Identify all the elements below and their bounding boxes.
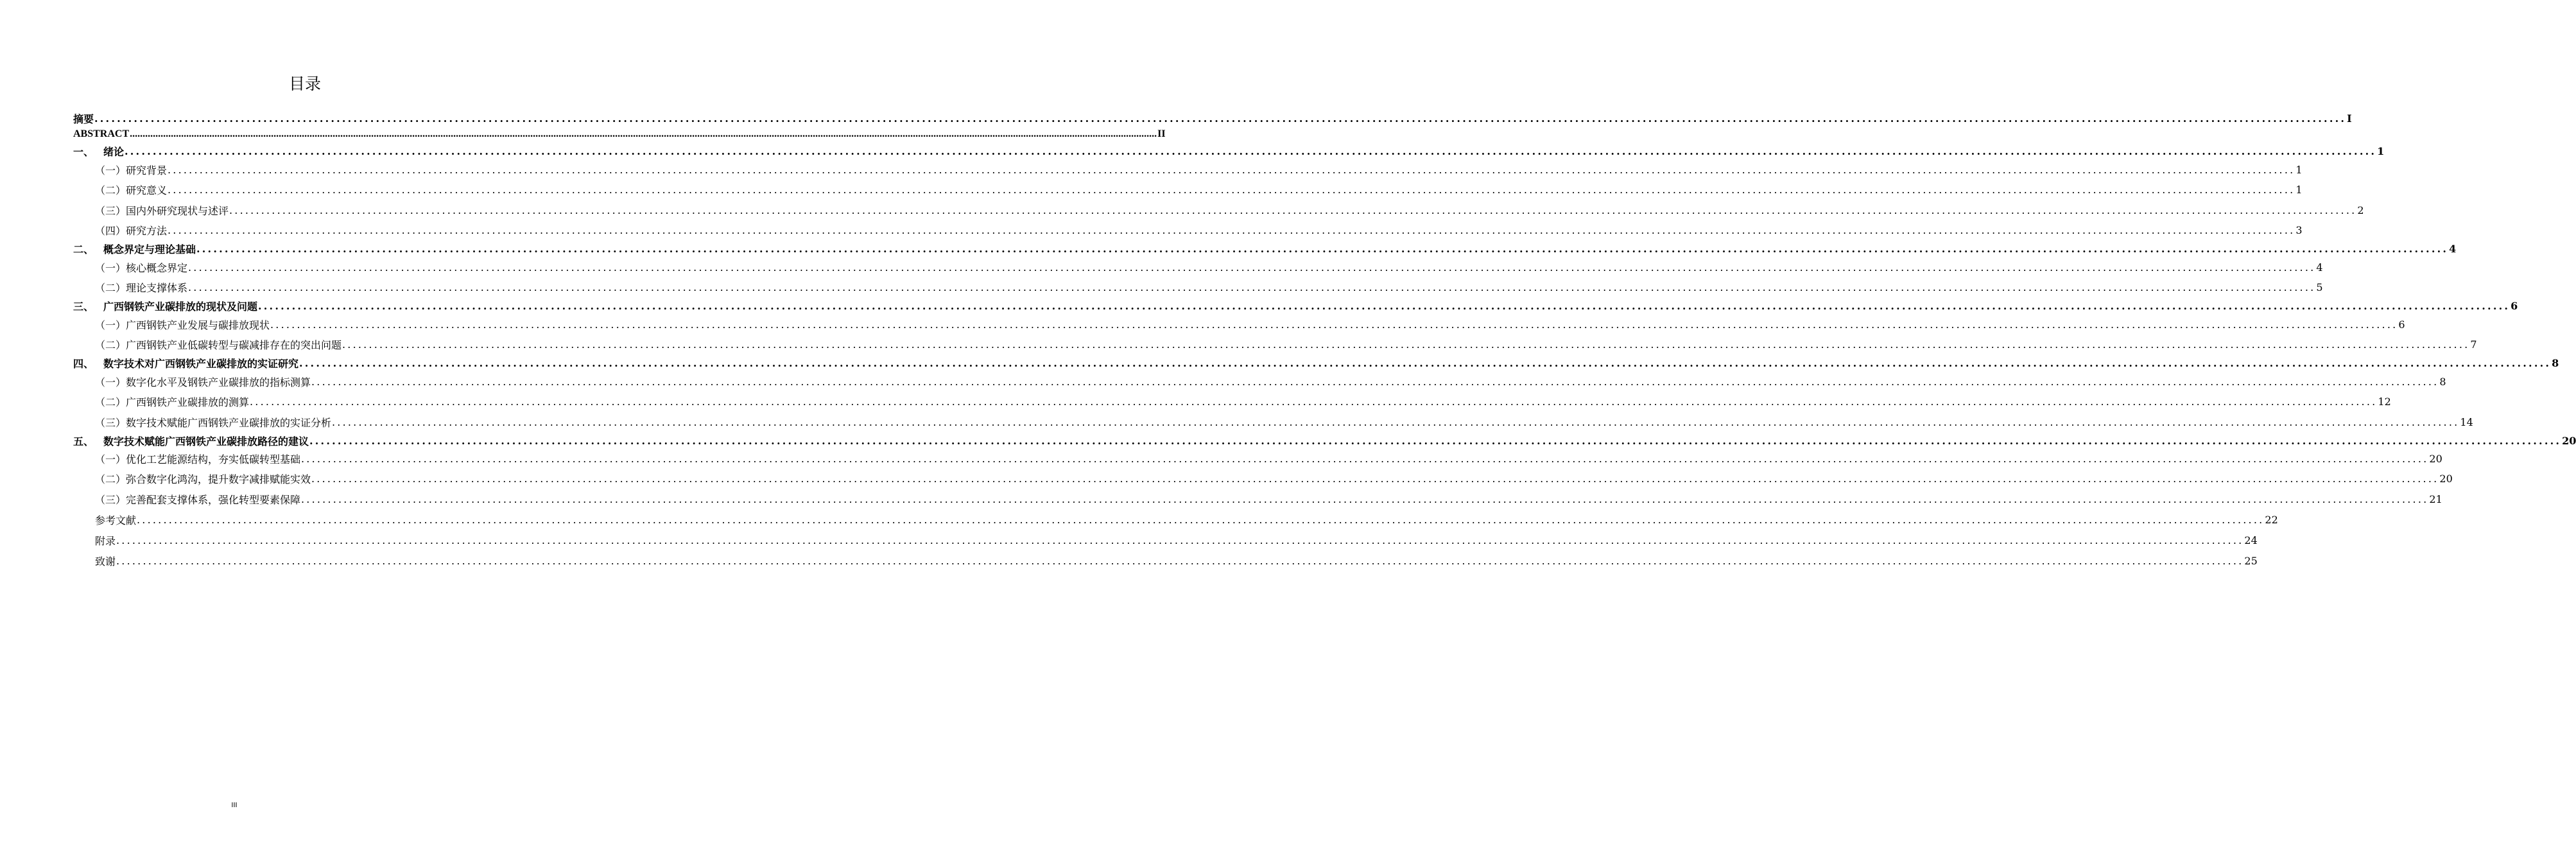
toc-entry[interactable] [0, 279, 2323, 295]
toc-entry[interactable] [0, 552, 2258, 569]
toc-entry-title: （二）研究意义 [95, 184, 168, 196]
toc-entry[interactable] [0, 373, 2446, 390]
toc-entry-title: （一）数字化水平及钢铁产业碳排放的指标测算 [95, 376, 311, 388]
toc-entry-page: 20 [2439, 472, 2453, 485]
toc-entry-number: 一、 [73, 145, 94, 158]
toc-entry-page: 1 [2295, 183, 2303, 196]
toc-entry[interactable] [0, 240, 2457, 257]
toc-dot-leader: ................................................................................................................................................................................................................................................................................................................................................................................................................ [299, 356, 2552, 369]
toc-dot-leader: ................................................................................................................................................................................................................................................................................................................................................................................................................ [130, 128, 1157, 139]
toc-entry-title: （二）广西钢铁产业碳排放的测算 [95, 396, 250, 408]
toc-entry-title: （二）理论支撑体系 [95, 281, 188, 294]
toc-entry-page: 5 [2316, 281, 2323, 293]
toc-entry-page: 6 [2511, 299, 2518, 312]
toc-dot-leader: ................................................................................................................................................................................................................................................................................................................................................................................................................ [309, 434, 2562, 447]
page-number: III [231, 801, 238, 809]
toc-entry-number: 五、 [73, 435, 94, 448]
toc-entry-title: （一）研究背景 [95, 164, 168, 177]
toc-entry-title: （二）广西钢铁产业低碳转型与碳减排存在的突出问题 [95, 338, 342, 351]
toc-dot-leader: ................................................................................................................................................................................................................................................................................................................................................................................................................ [311, 472, 2439, 485]
toc-entry[interactable] [0, 432, 2576, 449]
toc-entry[interactable] [0, 222, 2303, 238]
toc-dot-leader: ................................................................................................................................................................................................................................................................................................................................................................................................................ [311, 375, 2439, 388]
toc-entry-page: 21 [2429, 493, 2442, 505]
toc-dot-leader: ................................................................................................................................................................................................................................................................................................................................................................................................................ [342, 338, 2470, 351]
toc-entry[interactable] [0, 450, 2442, 467]
toc-entry-page: 4 [2449, 242, 2457, 255]
toc-entry-page: II [1157, 128, 1166, 139]
toc-entry-title: （四）研究方法 [95, 224, 168, 237]
toc-dot-leader: ................................................................................................................................................................................................................................................................................................................................................................................................................ [125, 144, 2377, 157]
toc-entry-page: 1 [2377, 144, 2385, 157]
toc-dot-leader: ................................................................................................................................................................................................................................................................................................................................................................................................................ [258, 299, 2511, 312]
toc-entry[interactable] [0, 316, 2405, 333]
toc-entry-page: 7 [2470, 338, 2477, 351]
toc-entry[interactable] [0, 393, 2391, 410]
toc-dot-leader: ................................................................................................................................................................................................................................................................................................................................................................................................................ [188, 281, 2316, 293]
toc-entry-page: 14 [2460, 415, 2473, 428]
toc-entry[interactable] [0, 161, 2303, 178]
toc-entry-page: 25 [2244, 554, 2258, 567]
toc-entry[interactable] [0, 354, 2559, 371]
toc-entry-page: 1 [2295, 163, 2303, 176]
toc-entry[interactable] [0, 511, 2278, 528]
toc-dot-leader: ................................................................................................................................................................................................................................................................................................................................................................................................................ [301, 452, 2429, 465]
toc-entry-title: 数字技术赋能广西钢铁产业碳排放路径的建议 [103, 435, 309, 448]
toc-entry[interactable] [0, 181, 2303, 198]
toc-entry-title: 概念界定与理论基础 [103, 243, 196, 256]
toc-dot-leader: ................................................................................................................................................................................................................................................................................................................................................................................................................ [332, 415, 2460, 428]
toc-entry[interactable] [0, 143, 2385, 159]
toc-dot-leader: ................................................................................................................................................................................................................................................................................................................................................................................................................ [229, 204, 2357, 216]
toc-entry-title: （二）弥合数字化鸿沟，提升数字减排赋能实效 [95, 473, 311, 485]
toc-entry[interactable] [0, 297, 2518, 314]
toc-dot-leader: ................................................................................................................................................................................................................................................................................................................................................................................................................ [94, 112, 2347, 125]
toc-entry-title: 致谢 [95, 555, 116, 568]
toc-entry[interactable] [0, 202, 2364, 218]
toc-entry-title: 广西钢铁产业碳排放的现状及问题 [103, 300, 258, 313]
toc-entry-page: 22 [2265, 513, 2278, 526]
toc-dot-leader: ................................................................................................................................................................................................................................................................................................................................................................................................................ [116, 554, 2244, 567]
toc-entry-page: 3 [2295, 223, 2303, 236]
toc-dot-leader: ................................................................................................................................................................................................................................................................................................................................................................................................................ [270, 318, 2398, 331]
toc-entry-title: （一）广西钢铁产业发展与碳排放现状 [95, 318, 270, 331]
toc-entry-title: （三）数字技术赋能广西钢铁产业碳排放的实证分析 [95, 416, 332, 429]
toc-entry-title: 参考文献 [95, 514, 137, 527]
toc-entry[interactable] [0, 259, 2323, 275]
toc-entry-title: 绪论 [103, 145, 125, 158]
toc-entry-title: （三）完善配套支撑体系，强化转型要素保障 [95, 493, 301, 506]
toc-entry-page: 2 [2357, 204, 2364, 216]
toc-entry[interactable] [0, 126, 1166, 143]
toc-entry-page: 20 [2562, 434, 2576, 447]
toc-entry-page: I [2347, 112, 2352, 125]
toc-entry-title: （三）国内外研究现状与述评 [95, 204, 229, 217]
toc-title: 目录 [288, 74, 321, 93]
toc-entry-page: 4 [2316, 261, 2323, 274]
toc-entry-title: ABSTRACT [73, 128, 130, 139]
toc-entry-page: 8 [2552, 356, 2559, 369]
toc-entry[interactable] [0, 110, 2352, 126]
toc-entry-page: 6 [2398, 318, 2405, 331]
toc-entry[interactable] [0, 414, 2473, 430]
toc-dot-leader: ................................................................................................................................................................................................................................................................................................................................................................................................................ [301, 493, 2429, 505]
toc-entry[interactable] [0, 470, 2453, 487]
toc-entry-title: （一）核心概念界定 [95, 261, 188, 274]
toc-entry-title: 附录 [95, 534, 116, 547]
toc-entry-page: 8 [2439, 375, 2446, 388]
toc-entry-title: 数字技术对广西钢铁产业碳排放的实证研究 [103, 357, 299, 370]
toc-entry-number: 四、 [73, 357, 94, 370]
toc-entry-page: 20 [2429, 452, 2442, 465]
toc-dot-leader: ................................................................................................................................................................................................................................................................................................................................................................................................................ [168, 223, 2295, 236]
toc-entry[interactable] [0, 491, 2442, 507]
toc-dot-leader: ................................................................................................................................................................................................................................................................................................................................................................................................................ [116, 534, 2244, 546]
toc-entry-title: 摘要 [73, 112, 94, 125]
toc-dot-leader: ................................................................................................................................................................................................................................................................................................................................................................................................................ [196, 242, 2449, 255]
toc-dot-leader: ................................................................................................................................................................................................................................................................................................................................................................................................................ [137, 513, 2265, 526]
toc-entry[interactable] [0, 336, 2477, 353]
toc-entry-page: 24 [2244, 534, 2258, 546]
toc-entry-number: 二、 [73, 243, 94, 256]
toc-dot-leader: ................................................................................................................................................................................................................................................................................................................................................................................................................ [250, 395, 2378, 408]
toc-entry-number: 三、 [73, 300, 94, 313]
toc-entry[interactable] [0, 532, 2258, 548]
toc-entry-title: （一）优化工艺能源结构，夯实低碳转型基础 [95, 453, 301, 466]
toc-dot-leader: ................................................................................................................................................................................................................................................................................................................................................................................................................ [168, 163, 2295, 176]
toc-dot-leader: ................................................................................................................................................................................................................................................................................................................................................................................................................ [168, 183, 2295, 196]
toc-entry-page: 12 [2378, 395, 2391, 408]
toc-dot-leader: ................................................................................................................................................................................................................................................................................................................................................................................................................ [188, 261, 2316, 274]
